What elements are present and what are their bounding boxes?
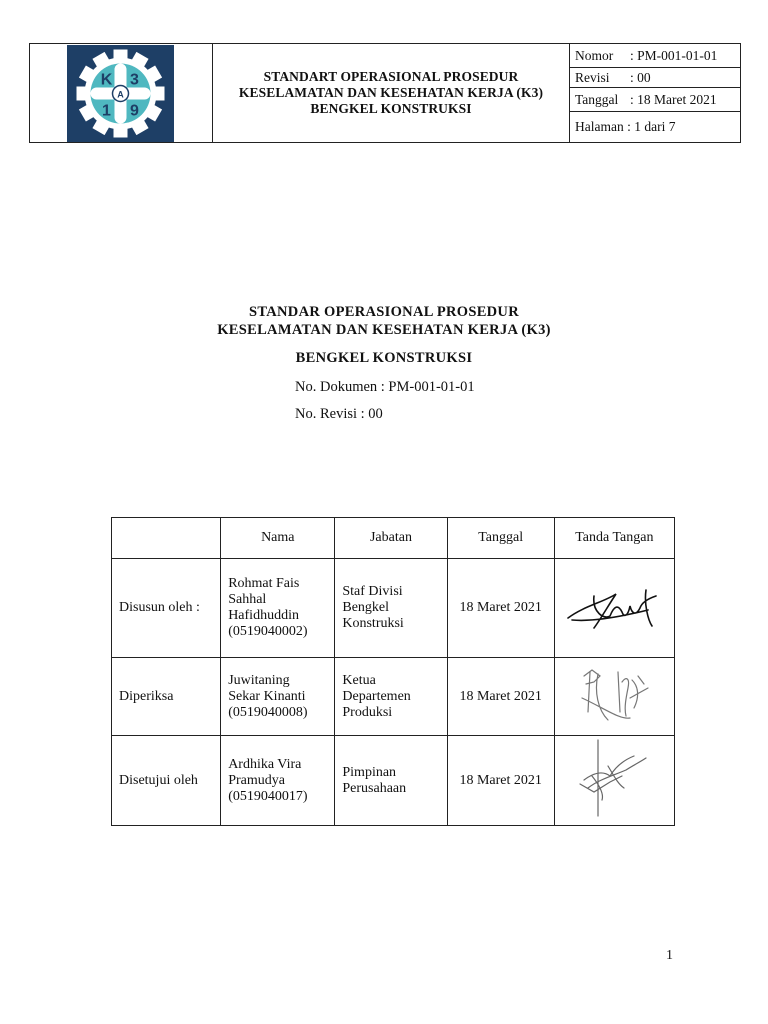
meta-nomor bbox=[570, 44, 741, 68]
logo-letter-1: 1 bbox=[102, 102, 111, 120]
date-cell: 18 Maret 2021 bbox=[447, 559, 554, 658]
column-header: Tanggal bbox=[447, 518, 554, 559]
cover-subtitle: BENGKEL KONSTRUKSI bbox=[295, 350, 473, 366]
logo-letter-9: 9 bbox=[130, 102, 139, 120]
role-cell: Disetujui oleh bbox=[112, 736, 221, 826]
signature-3 bbox=[564, 736, 664, 820]
meta-key: Tanggal bbox=[575, 91, 619, 107]
table-row bbox=[112, 736, 675, 826]
position-cell: Staf Divisi Bengkel Konstruksi bbox=[335, 559, 447, 658]
signature-cell bbox=[554, 736, 674, 826]
logo-cell bbox=[30, 44, 213, 142]
column-header bbox=[112, 518, 221, 559]
meta-halaman bbox=[570, 112, 741, 142]
column-header: Jabatan bbox=[335, 518, 447, 559]
position-cell: Ketua Departemen Produksi bbox=[335, 658, 447, 736]
logo-letter-a: A bbox=[117, 89, 124, 100]
name-cell: Rohmat Fais Sahhal Hafidhuddin (0519040002) bbox=[221, 559, 335, 658]
meta-key: Nomor bbox=[575, 47, 614, 63]
meta-halaman-text: Halaman : 1 dari 7 bbox=[575, 119, 676, 134]
position-cell: Pimpinan Perusahaan bbox=[335, 736, 447, 826]
signature-cell bbox=[554, 559, 674, 658]
column-header: Nama bbox=[221, 518, 335, 559]
name-cell: Juwitaning Sekar Kinanti (0519040008) bbox=[221, 658, 335, 736]
signature-cell bbox=[554, 658, 674, 736]
approval-table bbox=[111, 517, 675, 826]
cover-title-line: KESELAMATAN DAN KESEHATAN KERJA (K3) bbox=[217, 322, 551, 338]
table-header-row bbox=[112, 518, 675, 559]
header-title bbox=[213, 44, 570, 142]
header-title-line: STANDART OPERASIONAL PROSEDUR bbox=[263, 69, 519, 84]
meta-value: : 00 bbox=[630, 69, 651, 85]
header-title-line: KESELAMATAN DAN KESEHATAN KERJA (K3) bbox=[238, 85, 544, 100]
signature-2 bbox=[564, 662, 664, 726]
document-header bbox=[29, 43, 741, 143]
logo-letter-3: 3 bbox=[130, 71, 139, 89]
name-cell: Ardhika Vira Pramudya (0519040017) bbox=[221, 736, 335, 826]
meta-value: : 18 Maret 2021 bbox=[630, 91, 717, 107]
date-cell: 18 Maret 2021 bbox=[447, 658, 554, 736]
meta-tanggal bbox=[570, 88, 741, 112]
k3-logo bbox=[67, 45, 174, 142]
logo-letter-k: K bbox=[100, 71, 113, 89]
meta-revisi bbox=[570, 68, 741, 88]
role-cell: Disusun oleh : bbox=[112, 559, 221, 658]
header-meta bbox=[570, 44, 741, 142]
column-header: Tanda Tangan bbox=[554, 518, 674, 559]
k3-gear-icon bbox=[67, 45, 174, 142]
signature-1 bbox=[564, 576, 664, 636]
header-title-line: BENGKEL KONSTRUKSI bbox=[310, 101, 472, 116]
revision-number: No. Revisi : 00 bbox=[295, 406, 383, 422]
table-row bbox=[112, 559, 675, 658]
meta-value: : PM-001-01-01 bbox=[630, 47, 718, 63]
date-cell: 18 Maret 2021 bbox=[447, 736, 554, 826]
cover-title-line: STANDAR OPERASIONAL PROSEDUR bbox=[249, 304, 519, 320]
meta-key: Revisi bbox=[575, 69, 610, 85]
document-number: No. Dokumen : PM-001-01-01 bbox=[295, 379, 475, 395]
page-number: 1 bbox=[666, 948, 673, 963]
table-row bbox=[112, 658, 675, 736]
role-cell: Diperiksa bbox=[112, 658, 221, 736]
